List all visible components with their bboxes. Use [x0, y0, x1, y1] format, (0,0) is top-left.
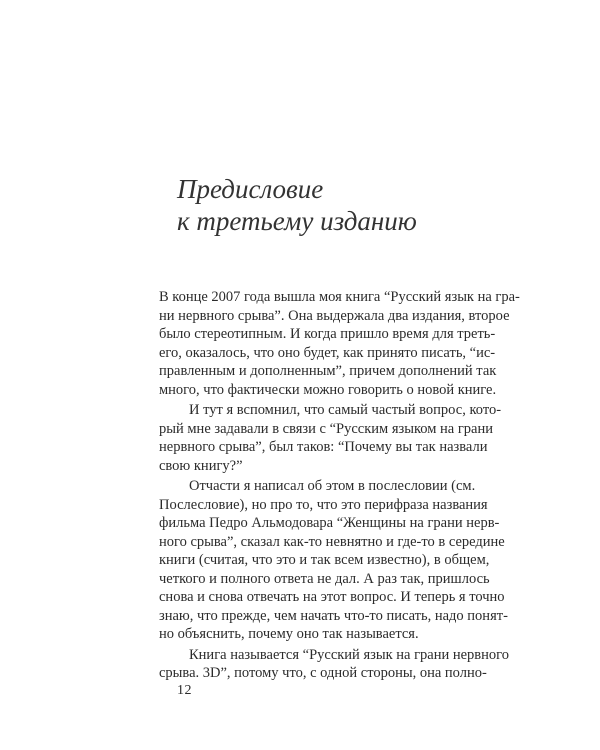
text-line: правленным и дополненным”, причем дополнений так — [159, 363, 497, 379]
paragraph-4 — [159, 646, 509, 665]
text-line: было стереотипным. И когда пришло время для треть- — [159, 326, 496, 342]
text-line: ного срыва”, сказал как-то невнятно и где-то в середине — [159, 533, 505, 550]
text-line: снова и снова отвечать на этот вопрос. И теперь я точно — [159, 589, 505, 605]
text-line: много, что фактически можно говорить о новой книге. — [159, 381, 497, 398]
paragraph-2 — [159, 401, 502, 420]
text-line: ни нервного срыва”. Она выдержала два издания, второе — [159, 307, 510, 324]
text-line: его, оказалось, что оно будет, как принято писать, “ис- — [159, 344, 496, 361]
text-line: четкого и полного ответа не дал. А раз так, пришлось — [159, 570, 490, 587]
text-line: знаю, что прежде, чем начать что-то писать, надо понят- — [159, 607, 508, 624]
text-line: срыва. 3D”, потому что, с одной стороны, она полно- — [159, 665, 487, 681]
text-line: В конце 2007 года вышла моя книга “Русский язык на гра- — [159, 289, 520, 305]
text-line: Книга называется “Русский язык на грани нервного — [189, 646, 509, 663]
text-line: И тут я вспомнил, что самый частый вопрос, кото- — [189, 402, 502, 418]
chapter-title-line-2: к третьему изданию — [177, 206, 417, 236]
page-number: 12 — [177, 683, 192, 698]
text-line: рый мне задавали в связи с “Русским языком на грани — [159, 420, 494, 437]
chapter-title-line-1: Предисловие — [177, 174, 324, 204]
chapter-title — [177, 173, 417, 237]
paragraph-3 — [159, 477, 484, 496]
paragraph-1 — [159, 288, 520, 399]
text-line: Отчасти я написал об этом в послесловии (см. — [189, 478, 476, 494]
body-text — [159, 288, 520, 683]
text-line: нервного срыва”, был таков: “Почему вы так назвали — [159, 439, 488, 455]
text-line: но объяснить, почему оно так называется. — [159, 626, 419, 642]
text-line: книги (считая, что это и так всем известно), в общем, — [159, 552, 490, 568]
text-line: фильма Педро Альмодовара “Женщины на грани нерв- — [159, 515, 500, 531]
text-line: Послесловие), но про то, что это перифраза названия — [159, 496, 488, 513]
text-line: свою книгу?” — [159, 457, 243, 474]
